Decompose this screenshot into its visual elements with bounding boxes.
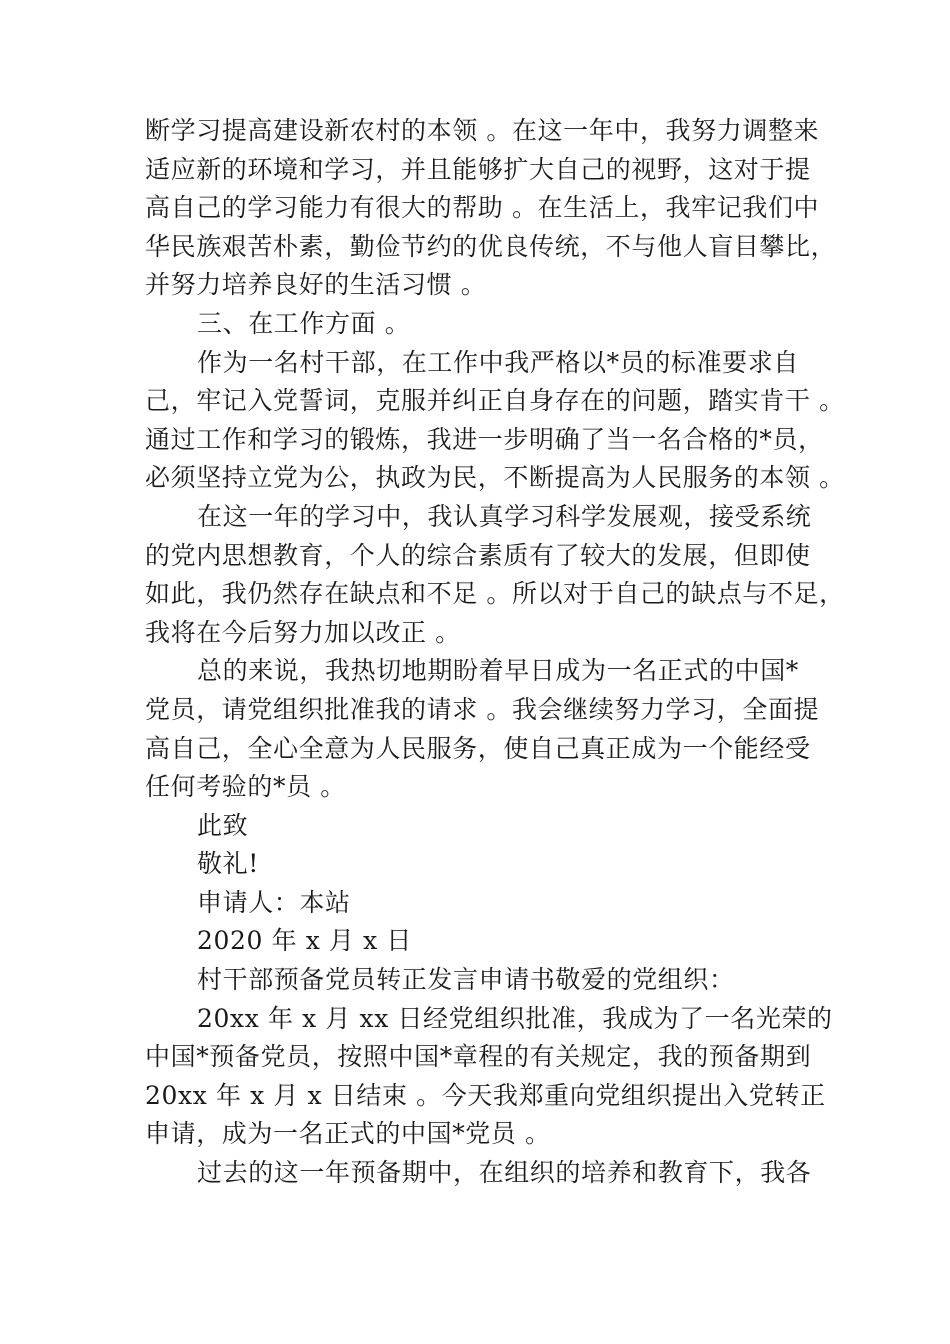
text-line: 总的来说，我热切地期盼着早日成为一名正式的中国* bbox=[197, 656, 799, 686]
text-line: 中国*预备党员，按照中国*章程的有关规定，我的预备期到 bbox=[145, 1042, 812, 1072]
text-line: 在这一年的学习中，我认真学习科学发展观，接受系统 bbox=[197, 501, 812, 531]
text-line: 如此，我仍然存在缺点和不足 。所以对于自己的缺点与不足， bbox=[145, 579, 845, 609]
text-line: 适应新的环境和学习，并且能够扩大自己的视野，这对于提 bbox=[145, 154, 811, 184]
text-line: 的党内思想教育，个人的综合素质有了较大的发展，但即使 bbox=[145, 540, 811, 570]
text-line: 此致 bbox=[197, 810, 249, 840]
text-line: 三、在工作方面 。 bbox=[197, 308, 411, 338]
text-line: 华民族艰苦朴素，勤俭节约的优良传统，不与他人盲目攀比， bbox=[145, 231, 837, 261]
text-line: 高自己，全心全意为人民服务，使自己真正成为一个能经受 bbox=[145, 733, 811, 763]
document-page bbox=[145, 112, 845, 1193]
text-line: 党员，请党组织批准我的请求 。我会继续努力学习，全面提 bbox=[145, 694, 820, 724]
text-line: 任何考验的*员 。 bbox=[145, 772, 346, 802]
text-line: 申请，成为一名正式的中国*党员 。 bbox=[145, 1119, 551, 1149]
text-line: 作为一名村干部，在工作中我严格以*员的标准要求自 bbox=[197, 347, 799, 377]
text-line: 20xx 年 x 月 x 日结束 。今天我郑重向党组织提出入党转正 bbox=[145, 1080, 826, 1110]
text-line: 我将在今后努力加以改正 。 bbox=[145, 617, 461, 647]
text-line: 过去的这一年预备期中，在组织的培养和教育下，我各 bbox=[197, 1158, 812, 1188]
text-line: 己，牢记入党誓词，克服并纠正自身存在的问题，踏实肯干 。 bbox=[145, 386, 845, 416]
text-line: 必须坚持立党为公，执政为民，不断提高为人民服务的本领 。 bbox=[145, 463, 845, 493]
text-line: 断学习提高建设新农村的本领 。在这一年中，我努力调整来 bbox=[145, 116, 820, 145]
text-line: 并努力培养良好的生活习惯 。 bbox=[145, 270, 487, 300]
text-line: 通过工作和学习的锻炼，我进一步明确了当一名合格的*员， bbox=[145, 424, 824, 454]
text-line: 村干部预备党员转正发言申请书敬爱的党组织： bbox=[197, 965, 735, 995]
text-line: 敬礼! bbox=[197, 849, 259, 879]
text-line: 申请人：本站 bbox=[197, 887, 351, 917]
text-line: 高自己的学习能力有很大的帮助 。在生活上，我牢记我们中 bbox=[145, 193, 820, 223]
text-line: 20xx 年 x 月 xx 日经党组织批准，我成为了一名光荣的 bbox=[197, 1003, 833, 1033]
text-line: 2020 年 x 月 x 日 bbox=[197, 926, 412, 956]
